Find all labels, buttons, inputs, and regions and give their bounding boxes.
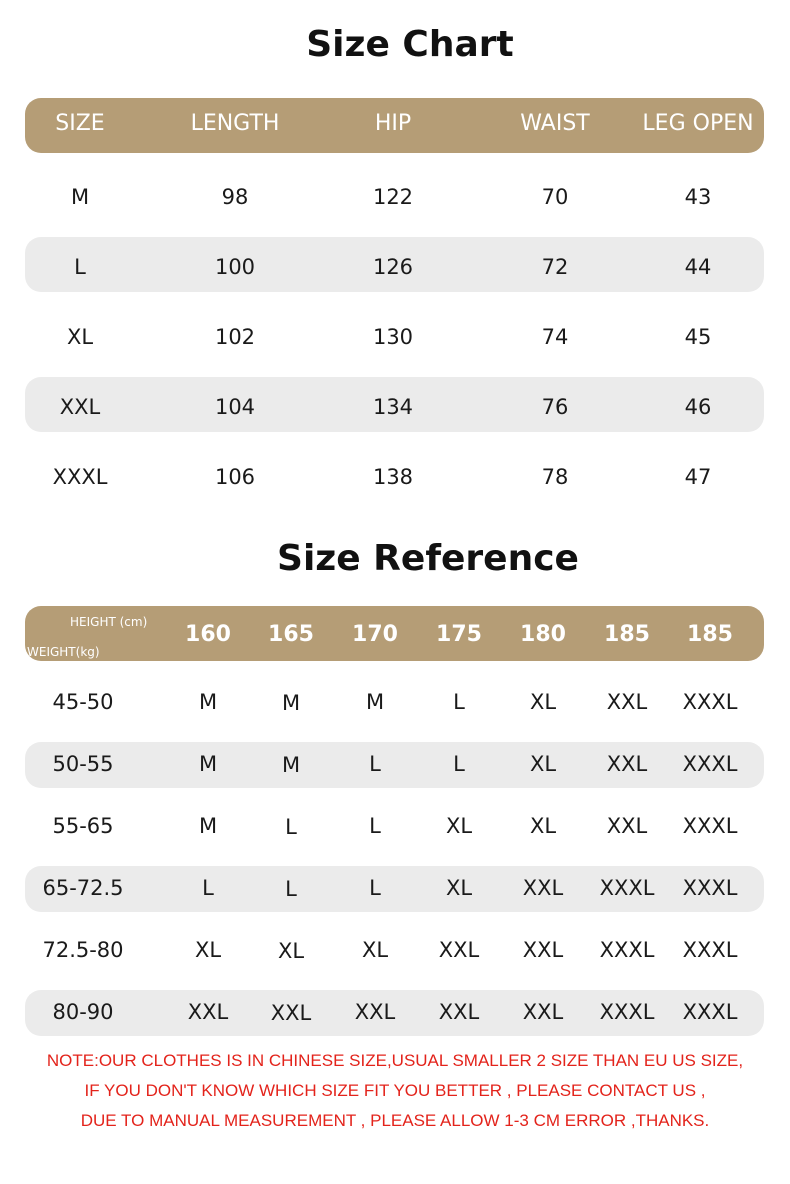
size-reference-cell: M xyxy=(198,690,218,714)
size-chart-cell: M xyxy=(70,185,90,209)
size-reference-cell: XXXL xyxy=(682,876,738,900)
size-reference-cell: XXL xyxy=(522,938,564,962)
height-header-cell: 160 xyxy=(185,622,231,647)
size-chart-cell: XL xyxy=(66,325,94,349)
weight-cell: 50-55 xyxy=(52,752,114,776)
size-chart-header-cell: LEG OPEN xyxy=(642,111,754,136)
size-chart-cell: 106 xyxy=(214,465,256,489)
size-reference-cell: XXL xyxy=(438,1000,480,1024)
size-chart-cell: 138 xyxy=(372,465,414,489)
size-reference-cell: XL xyxy=(445,876,473,900)
size-reference-cell: XL xyxy=(194,938,222,962)
size-chart-title: Size Chart xyxy=(306,24,514,65)
size-reference-cell: XXL xyxy=(270,1001,312,1025)
weight-cell: 45-50 xyxy=(52,690,114,714)
size-reference-cell: L xyxy=(285,815,297,839)
size-chart-cell: 102 xyxy=(214,325,256,349)
size-reference-title: Size Reference xyxy=(277,538,579,579)
size-chart-cell: 134 xyxy=(372,395,414,419)
size-chart-cell: 70 xyxy=(541,185,569,209)
size-chart-cell: 44 xyxy=(684,255,712,279)
size-reference-cell: XXXL xyxy=(682,752,738,776)
size-reference-cell: XXL xyxy=(606,752,648,776)
size-chart-cell: 126 xyxy=(372,255,414,279)
size-reference-cell: L xyxy=(369,752,381,776)
size-reference-cell: M xyxy=(281,691,301,715)
size-reference-cell: XXL xyxy=(606,690,648,714)
size-reference-cell: M xyxy=(198,814,218,838)
height-header-cell: 170 xyxy=(352,622,398,647)
size-chart-cell: 130 xyxy=(372,325,414,349)
size-chart-cell: 100 xyxy=(214,255,256,279)
weight-cell: 55-65 xyxy=(52,814,114,838)
size-reference-cell: XL xyxy=(529,690,557,714)
weight-cell: 80-90 xyxy=(52,1000,114,1024)
size-reference-cell: XL xyxy=(445,814,473,838)
size-reference-cell: XXXL xyxy=(599,1000,655,1024)
size-reference-cell: XXL xyxy=(522,876,564,900)
size-reference-cell: XXL xyxy=(354,1000,396,1024)
size-chart-header-cell: SIZE xyxy=(55,111,105,136)
size-reference-cell: XL xyxy=(529,814,557,838)
note-line: DUE TO MANUAL MEASUREMENT , PLEASE ALLOW 1-3 CM ERROR ,THANKS. xyxy=(80,1111,710,1130)
weight-cell: 72.5-80 xyxy=(42,938,124,962)
size-reference-cell: XXL xyxy=(438,938,480,962)
size-reference-cell: XL xyxy=(277,939,305,963)
size-reference-cell: XXL xyxy=(522,1000,564,1024)
height-header-cell: 165 xyxy=(268,622,314,647)
size-chart-cell: 104 xyxy=(214,395,256,419)
size-reference-cell: M xyxy=(198,752,218,776)
size-reference-cell: L xyxy=(453,690,465,714)
height-header-cell: 185 xyxy=(687,622,733,647)
size-chart-header-cell: WAIST xyxy=(520,111,590,136)
size-chart-cell: 43 xyxy=(684,185,712,209)
size-reference-cell: XXXL xyxy=(682,690,738,714)
size-reference-cell: XXXL xyxy=(599,876,655,900)
size-reference-row-stripe xyxy=(25,742,764,788)
height-header-cell: 180 xyxy=(520,622,566,647)
size-reference-cell: M xyxy=(281,753,301,777)
size-reference-cell: M xyxy=(365,690,385,714)
size-chart-cell: 76 xyxy=(541,395,569,419)
size-chart-cell: 74 xyxy=(541,325,569,349)
size-chart-cell: L xyxy=(74,255,86,279)
size-reference-cell: XL xyxy=(361,938,389,962)
size-reference-cell: XXXL xyxy=(682,1000,738,1024)
size-reference-cell: XXL xyxy=(606,814,648,838)
weight-cell: 65-72.5 xyxy=(42,876,124,900)
size-chart-cell: 47 xyxy=(684,465,712,489)
size-chart-cell: 46 xyxy=(684,395,712,419)
size-chart-cell: 122 xyxy=(372,185,414,209)
size-reference-cell: L xyxy=(285,877,297,901)
size-chart-cell: XXL xyxy=(59,395,101,419)
size-reference-cell: L xyxy=(369,876,381,900)
note-line: IF YOU DON'T KNOW WHICH SIZE FIT YOU BETTER , PLEASE CONTACT US , xyxy=(84,1081,706,1100)
size-reference-cell: L xyxy=(453,752,465,776)
height-header-cell: 185 xyxy=(604,622,650,647)
size-chart-cell: XXXL xyxy=(52,465,108,489)
height-header-cell: 175 xyxy=(436,622,482,647)
size-chart-cell: 98 xyxy=(221,185,249,209)
size-chart-cell: 45 xyxy=(684,325,712,349)
size-reference-cell: L xyxy=(369,814,381,838)
size-reference-cell: XXXL xyxy=(682,814,738,838)
size-chart-header-cell: HIP xyxy=(374,111,412,136)
size-reference-cell: XL xyxy=(529,752,557,776)
height-axis-label: HEIGHT (cm) xyxy=(70,615,148,629)
size-reference-cell: XXXL xyxy=(682,938,738,962)
note-line: NOTE:OUR CLOTHES IS IN CHINESE SIZE,USUAL SMALLER 2 SIZE THAN EU US SIZE, xyxy=(46,1051,744,1070)
size-chart-header-cell: LENGTH xyxy=(190,111,280,136)
size-reference-cell: XXL xyxy=(187,1000,229,1024)
size-reference-cell: XXXL xyxy=(599,938,655,962)
weight-axis-label: WEIGHT(kg) xyxy=(27,645,100,659)
size-chart-cell: 72 xyxy=(541,255,569,279)
size-reference-cell: L xyxy=(202,876,214,900)
size-chart-cell: 78 xyxy=(541,465,569,489)
